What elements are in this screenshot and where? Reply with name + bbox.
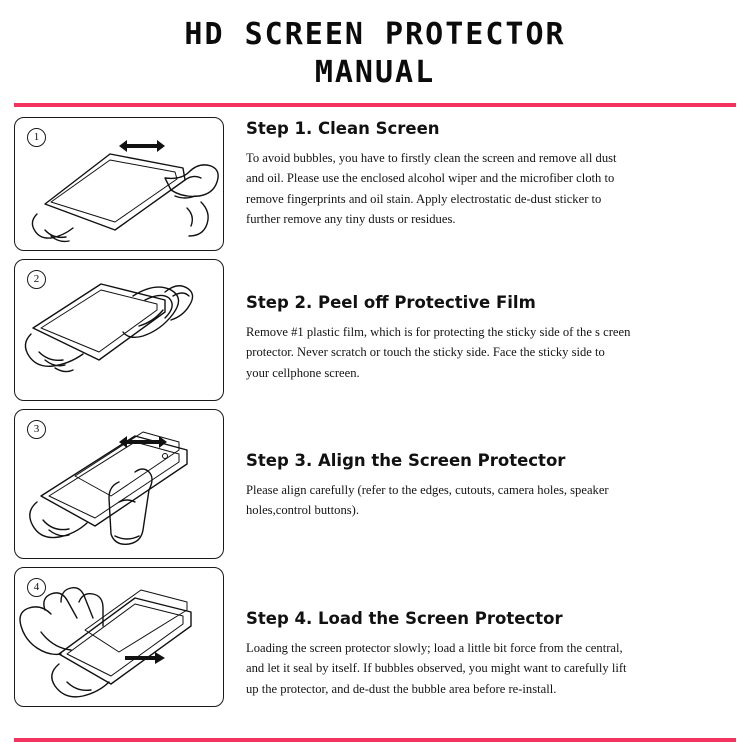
step-number-badge: 1 [27, 128, 46, 147]
step-title: Step 4. Load the Screen Protector [246, 608, 563, 628]
step-text [224, 567, 736, 699]
align-protector-drawing [15, 410, 223, 558]
step-number-badge: 2 [27, 270, 46, 289]
step-item [14, 567, 736, 707]
step-body: Loading the screen protector slowly; load a little bit force from the central, and let it seal by itself. If bubbles observed, you might want to carefully lift up the protector, and de-dust the bubble area before re-install. [246, 640, 627, 696]
page-title-line-2: MANUAL [314, 55, 436, 91]
step-text [224, 259, 736, 383]
page-title-line-1: HD SCREEN PROTECTOR [184, 17, 566, 52]
footer-divider [14, 738, 736, 742]
load-protector-illustration [14, 567, 224, 707]
page-header [0, 0, 750, 93]
step-body: To avoid bubbles, you have to firstly clean the screen and remove all dust and oil. Please use the enclosed alcohol wiper and the microfiber cloth to remove fingerprints and oil stain. Apply electrostatic de-dust sticker to further remove any tiny dusts or residues. [246, 150, 617, 226]
step-item [14, 259, 736, 401]
step-body: Remove #1 plastic film, which is for protecting the sticky side of the s creen protector. Never scratch or touch the sticky side. Face the sticky side to your cellphone screen. [246, 324, 631, 380]
clean-screen-drawing [15, 118, 223, 250]
step-item [14, 409, 736, 559]
step-title: Step 3. Align the Screen Protector [246, 450, 566, 470]
step-text [224, 409, 736, 521]
load-protector-drawing [15, 568, 223, 706]
arrow-icon [125, 652, 165, 664]
peel-film-drawing [15, 260, 223, 400]
step-title: Step 1. Clean Screen [246, 118, 440, 138]
step-title: Step 2. Peel off Protective Film [246, 292, 536, 312]
step-text [224, 117, 736, 230]
step-body: Please align carefully (refer to the edges, cutouts, camera holes, speaker holes,control buttons). [246, 482, 609, 518]
step-number-badge: 4 [27, 578, 46, 597]
align-protector-illustration [14, 409, 224, 559]
double-arrow-icon [119, 140, 165, 152]
clean-screen-illustration [14, 117, 224, 251]
step-item [14, 117, 736, 251]
step-number-badge: 3 [27, 420, 46, 439]
steps-list [0, 107, 750, 707]
peel-film-illustration [14, 259, 224, 401]
